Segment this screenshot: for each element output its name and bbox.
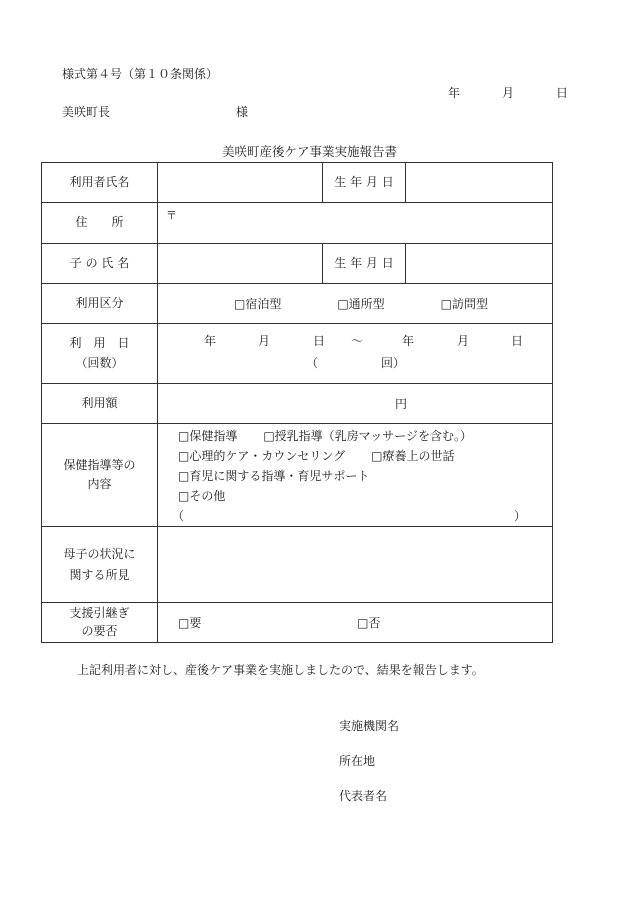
user-dob-field[interactable] [406,163,553,203]
usage-type-options [158,284,553,324]
row-findings [42,527,553,603]
postal-mark: 〒 [166,209,177,222]
end-month: 月 [457,333,470,348]
checkbox-medical-care[interactable]: □療養上の世話 [371,449,455,463]
usage-date-label-line1: 利 用 日 [69,336,130,351]
representative-name-label: 代表者名 [339,789,388,803]
checkbox-overnight[interactable]: □宿泊型 [233,297,282,311]
form-number: 様式第４号（第１０条関係） [62,67,219,81]
user-name-label: 利用者氏名 [42,163,158,203]
row-address [42,203,553,244]
checkbox-visit[interactable]: □訪問型 [440,297,489,311]
report-form-table [41,162,553,643]
row-fee [42,384,553,424]
count-open-paren: （ [306,355,319,370]
findings-label [42,527,158,603]
handover-options [158,603,553,643]
guidance-label-line1: 保健指導等の [63,457,136,472]
row-usage-date [42,324,553,384]
start-day: 日 [313,333,326,348]
checkbox-breastfeeding-guidance[interactable]: □授乳指導（乳房マッサージを含む。） [263,429,472,443]
fee-unit: 円 [394,397,407,411]
checkbox-handover-not-required[interactable]: □否 [357,616,381,630]
row-handover [42,603,553,643]
child-name-label: 子 の 氏 名 [42,244,158,284]
date-day-label: 日 [556,86,569,100]
handover-label-line1: 支援引継ぎ [69,606,130,621]
checkbox-daycare[interactable]: □通所型 [337,297,385,311]
row-user-name [42,163,553,203]
handover-label [42,603,158,643]
checkbox-handover-required[interactable]: □要 [178,616,202,630]
row-child-name [42,244,553,284]
institution-name-label: 実施機関名 [339,719,400,733]
row-usage-type [42,284,553,324]
user-name-field[interactable] [158,163,323,203]
range-tilde: ～ [351,333,364,348]
other-detail-field[interactable] [172,506,552,526]
honorific: 様 [236,105,249,119]
child-name-field[interactable] [158,244,323,284]
usage-date-label-line2: （回数） [75,355,124,370]
count-unit: 回） [381,355,406,370]
checkbox-childcare-support[interactable]: □育児に関する指導・育児サポート [178,469,370,483]
checkbox-health-guidance[interactable]: □保健指導 [178,429,238,443]
date-year-label: 年 [448,86,461,100]
fee-field[interactable] [158,384,553,424]
addressee: 美咲町長 [62,105,111,119]
end-day: 日 [511,333,524,348]
guidance-options [158,424,553,527]
document-title: 美咲町産後ケア事業実施報告書 [222,144,398,159]
report-statement: 上記利用者に対し、産後ケア事業を実施しましたので、結果を報告します。 [77,663,484,677]
location-label: 所在地 [339,754,376,768]
other-close-paren: ） [513,509,526,523]
address-field[interactable] [158,203,553,244]
child-dob-field[interactable] [406,244,553,284]
usage-type-label: 利用区分 [42,284,158,324]
guidance-label-line2: 内容 [87,477,112,491]
user-dob-label: 生 年 月 日 [323,163,406,203]
fee-label: 利用額 [42,384,158,424]
guidance-label [42,424,158,527]
checkbox-psychological-care[interactable]: □心理的ケア・カウンセリング [178,449,346,463]
date-month-label: 月 [502,86,515,100]
end-year: 年 [402,333,415,348]
child-dob-label: 生 年 月 日 [323,244,406,284]
handover-label-line2: の要否 [81,623,118,638]
findings-field[interactable] [158,527,553,603]
checkbox-other[interactable]: □その他 [178,489,226,503]
start-month: 月 [258,333,271,348]
usage-date-field[interactable] [158,324,553,384]
row-guidance [42,424,553,527]
findings-label-line1: 母子の状況に [63,546,136,561]
other-open-paren: （ [172,509,185,523]
start-year: 年 [204,333,217,348]
address-label: 住 所 [42,203,158,244]
usage-date-label [42,324,158,384]
findings-label-line2: 関する所見 [69,567,130,582]
